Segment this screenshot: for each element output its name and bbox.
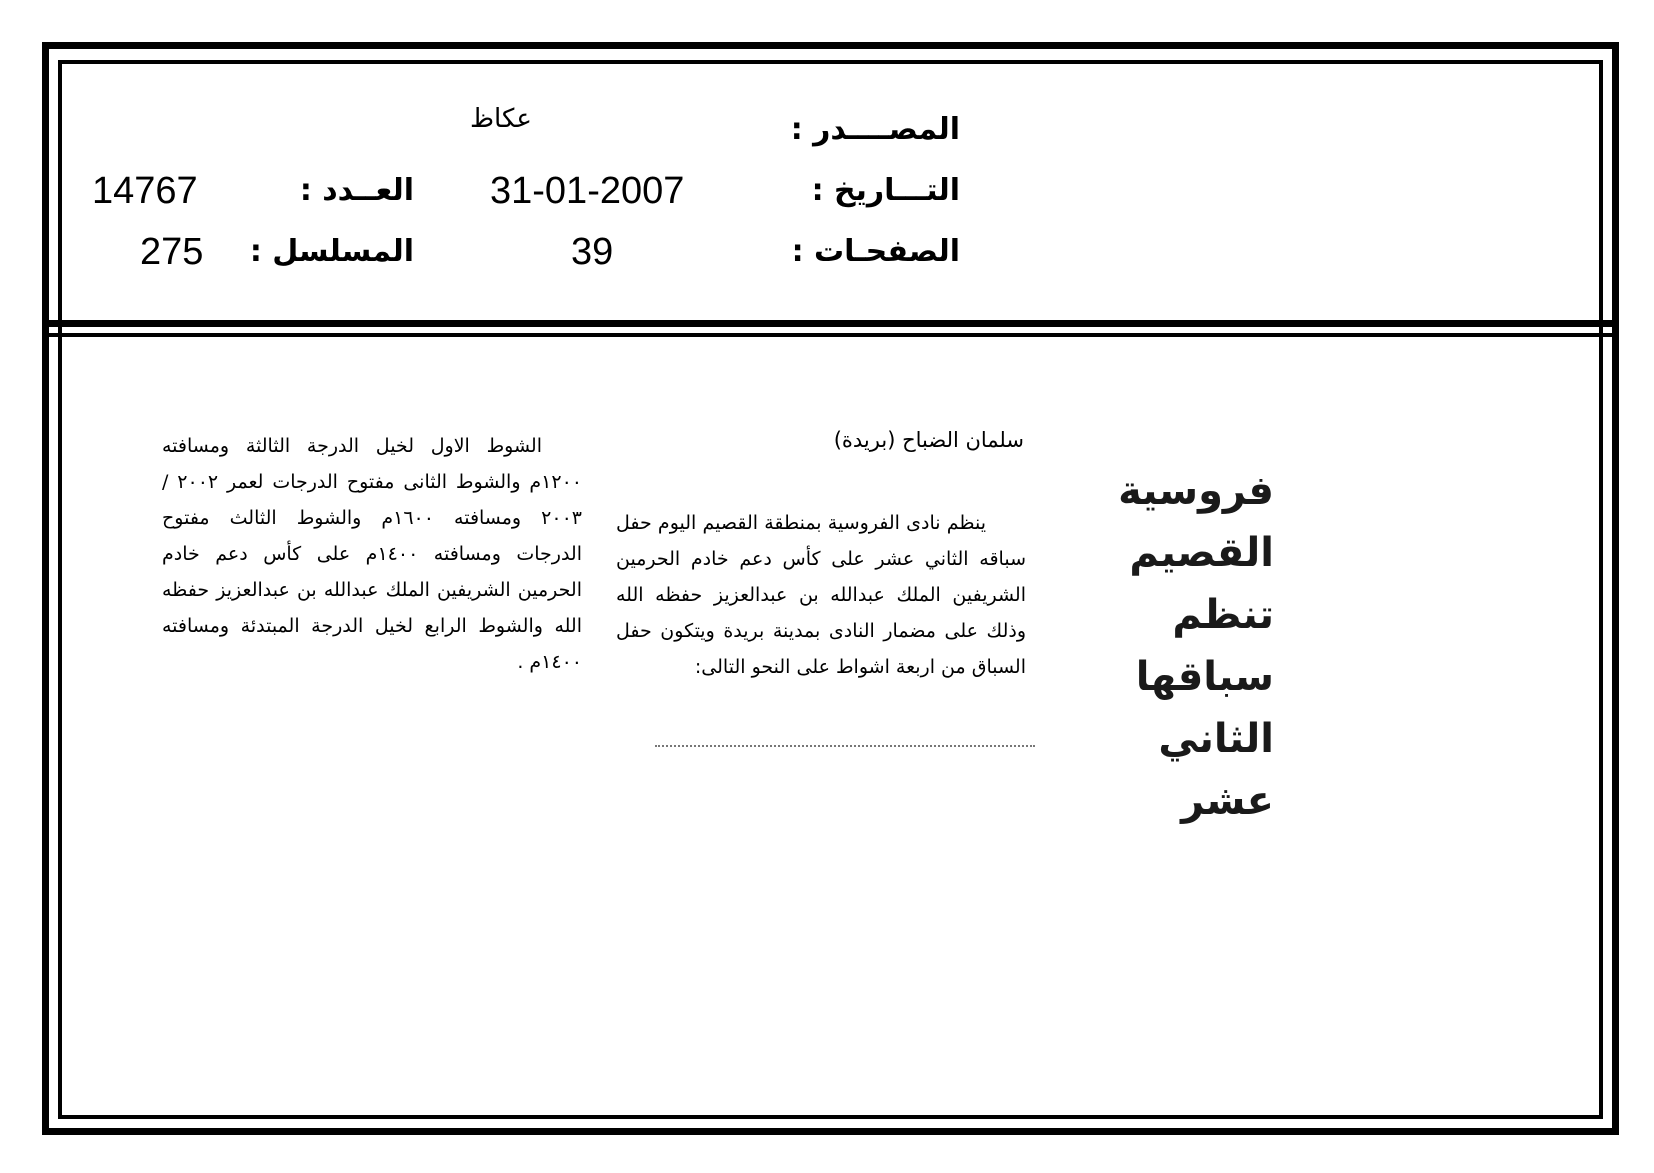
column-1-text: ينظم نادى الفروسية بمنطقة القصيم اليوم حفل سباقه الثاني عشر على كأس دعم خادم الحرمين الشريفين الملك عبدالله بن عبدالعزيز حفظه الله وذلك على مضمار النادى بمدينة بريدة ويتكون حفل السباق من اربعة اشواط على النحو التالى: — [616, 512, 1026, 678]
article-byline: سلمان الضباح (بريدة) — [833, 428, 1024, 452]
column-2-text: الشوط الاول لخيل الدرجة الثالثة ومسافته ١٢٠٠م والشوط الثانى مفتوح الدرجات لعمر ٢٠٠٢ / ٢٠٠٣ ومسافته ١٦٠٠م والشوط الثالث مفتوح الدرجات ومسافته ١٤٠٠م على كأس دعم خادم الحرمين الشريفين الملك عبدالله بن عبدالعزيز حفظه الله والشوط الرابع لخيل الدرجة المبتدئة ومسافته ١٤٠٠م . — [162, 435, 583, 673]
source-label: المصــــدر : — [790, 112, 960, 147]
article-column-1 — [616, 505, 1026, 685]
pages-value: 39 — [571, 231, 614, 273]
pages-label: الصفحـات : — [791, 234, 960, 269]
headline-line: فروسية — [1118, 468, 1274, 514]
article-column-2 — [162, 428, 582, 680]
header-divider-thick — [42, 320, 1619, 327]
headline-line: عشر — [1181, 778, 1274, 824]
header-divider-thin — [42, 333, 1619, 337]
article-headline — [1044, 460, 1274, 832]
serial-label: المسلسل : — [249, 234, 414, 269]
headline-line: سباقها الثاني — [1135, 654, 1274, 762]
date-label: التـــاريخ : — [811, 173, 960, 208]
issue-label: العــدد : — [299, 173, 414, 208]
serial-value: 275 — [140, 231, 204, 273]
column-end-rule — [655, 745, 1035, 747]
source-value: عكاظ — [470, 104, 532, 134]
headline-line: القصيم تنظم — [1129, 530, 1274, 638]
issue-value: 14767 — [92, 170, 198, 212]
date-value: 31-01-2007 — [490, 170, 685, 212]
